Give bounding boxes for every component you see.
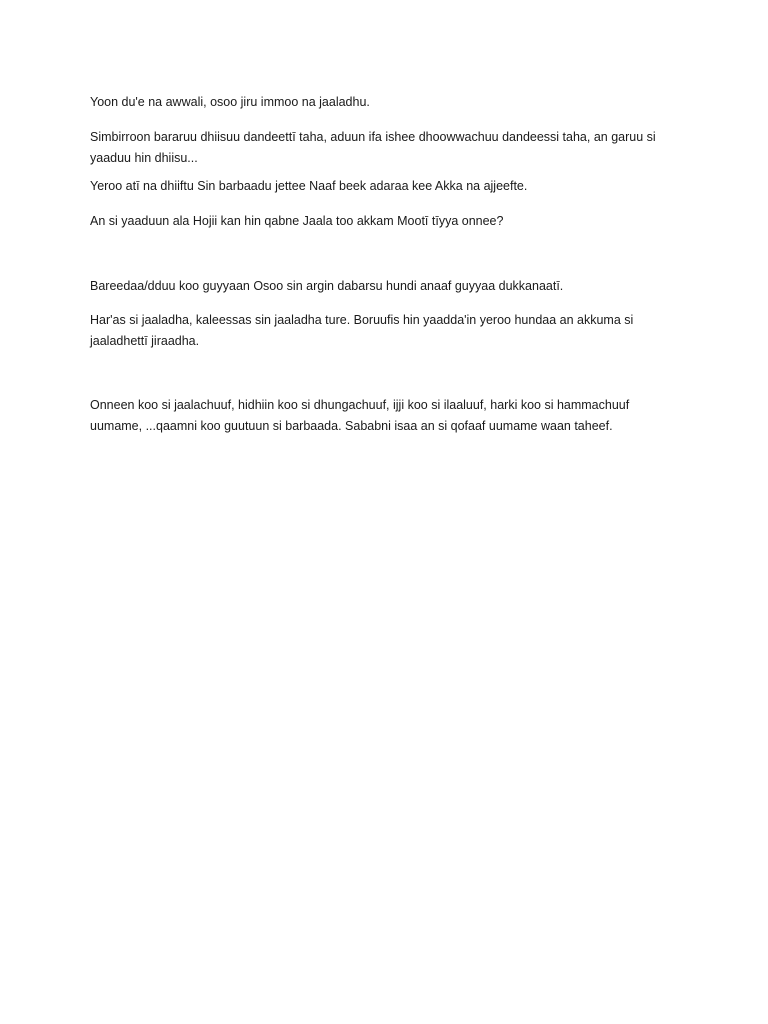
paragraph-3: Yeroo atī na dhiiftu Sin barbaadu jettee Naaf beek adaraa kee Akka na ajjeefte. [90, 179, 528, 193]
paragraph-6: Har'as si jaaladha, kaleessas sin jaaladha ture. Boruufis hin yaadda'in yeroo hundaa an akkuma si jaaladhettī jiraadha. [90, 313, 634, 348]
paragraph-4: An si yaaduun ala Hojii kan hin qabne Jaala too akkam Mootī tīyya onnee? [90, 214, 504, 228]
paragraph-7: Onneen koo si jaalachuuf, hidhiin koo si dhungachuuf, ijji koo si ilaaluuf, harki koo si hammachuuf uumame, ...qaamni koo guutuun si barbaada. Sababni isaa an si qofaaf uumame waan taheef. [90, 398, 630, 433]
paragraph-2: Simbirroon bararuu dhiisuu dandeettī taha, aduun ifa ishee dhoowwachuu dandeessi taha, an garuu si yaaduu hin dhiisu... [90, 130, 656, 165]
paragraph-5: Bareedaa/dduu koo guyyaan Osoo sin argin dabarsu hundi anaaf guyyaa dukkanaatī. [90, 279, 564, 293]
paragraph-1: Yoon du'e na awwali, osoo jiru immoo na jaaladhu. [90, 95, 370, 109]
